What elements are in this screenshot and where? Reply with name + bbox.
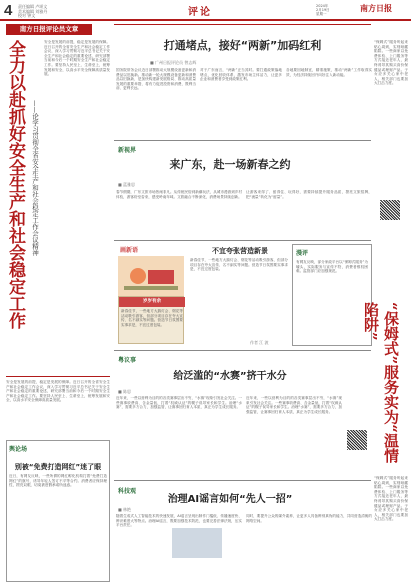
credit-line: 责任编辑 卢颂文: [18, 4, 48, 9]
issue-date: [316, 4, 356, 15]
cartoon-author: 作者 江 波: [250, 340, 269, 345]
cartoon-headline: 不宜夸张营造新景: [212, 247, 268, 255]
story3-byline: ■ 陈思: [118, 389, 132, 394]
editorial-tag: 南方日报评论员文章: [6, 24, 92, 35]
main-body-col2: 对于广东而言，“两新”正当其时。要打通政策落地堵点，优化回收体系，激发市场主体活力，让更多企业和消费者享受到政策红利。: [200, 68, 282, 82]
page-header: [0, 0, 411, 22]
story2-headline: 来广东，赴一场新春之约: [169, 158, 291, 171]
divider: [114, 140, 371, 141]
date-line: 2月19日: [316, 8, 330, 12]
credit-line: 校对 钟文: [18, 13, 36, 18]
lead-editorial-title: 全力以赴抓好安全生产和社会稳定工作: [5, 40, 25, 329]
commentary-box-label: 漫评: [296, 250, 309, 257]
newspaper-logo: 南方日报: [360, 4, 392, 13]
story3-body-col2: 近年来，一些以营利为目的的各类赛事层出不穷，“水赛”现象引发社会关注。一些赛事收费高、含金量低，打着“权威认证”的幌子误导家长和学生。治理“水赛”，需要多方合力，加强监管，让赛事回归育人本质，真正为学生成长服务。: [246, 396, 342, 414]
sidebar-box-label: 舆论场: [9, 446, 28, 453]
cartoon-commentary: 新春佳节，一些地方大搞灯会、烟花等活动吸引游客，但部分项目存在夸大宣传、名不副实等问题。营造节日氛围要实事求是，不宜过度包装。: [190, 258, 288, 272]
story4-image: [172, 528, 222, 558]
divider: [114, 24, 371, 25]
divider: [114, 240, 371, 241]
cartoon-body: 新春佳节，一些地方大搞灯会、烟花等活动吸引游客，但部分项目存在夸大宣传、名不副实等问题。营造节日氛围要实事求是，不宜过度包装。: [121, 309, 183, 327]
lead-editorial-body: 安全是发展的前提，稳定是发展的保障。近日召开的全省安全生产和社会稳定工作会议，深入学习贯彻习近平总书记关于安全生产和社会稳定的重要论述，研究部署当前和今后一个时期安全生产和社会稳定工作。要坚持人民至上、生命至上，统筹发展和安全，以高水平安全保障高质量发展。: [44, 40, 110, 77]
story4-label: 科技观: [118, 488, 137, 495]
divider: [114, 350, 371, 351]
page-number: 4: [4, 2, 13, 19]
cartoon-label: 画新语: [120, 247, 139, 254]
story3-body-col1: 近年来，一些以营利为目的的各类赛事层出不穷，“水赛”现象引发社会关注。一些赛事收费高、含金量低，打着“权威认证”的幌子误导家长和学生。治理“水赛”，需要多方合力，加强监管，让赛事回归育人本质，真正为学生成长服务。: [116, 396, 242, 410]
right-column-title: “保姆式”服务实为“温情陷阱”: [362, 302, 400, 463]
editor-credits: [18, 5, 64, 19]
cartoon-illustration: [118, 256, 184, 296]
story3-label: 粤议事: [118, 357, 137, 364]
lead-editorial-subtitle: ——论学习贯彻全省安全生产和社会稳定工作会议精神: [31, 100, 39, 256]
header-rule: [0, 19, 411, 21]
story2-body-col2: 让游客来得了、留得住、玩得好，需要持续提升服务品质，擦亮文旅招牌，把“流量”转化为“留量”。: [246, 190, 372, 199]
sidebar-box-headline: 别被“免费打造网红”迷了眼: [14, 463, 102, 471]
sidebar-box-body: 近日，有网友反映，一些所谓的网红孵化机构打着“免费打造网红”的旗号，诱导年轻人签订不平等合约。消费者应保持理性，擦亮双眼，切莫被虚假承诺所迷惑。: [9, 474, 107, 488]
divider: [6, 376, 110, 377]
main-headline: 打通堵点，接好“两新”加码红利: [163, 39, 322, 52]
lead-editorial-body-continued: 安全是发展的前提，稳定是发展的保障。近日召开的全省安全生产和社会稳定工作会议，深入学习贯彻习近平总书记关于安全生产和社会稳定的重要论述，研究部署当前和今后一个时期安全生产和社会稳定工作。要坚持人民至上、生命至上，统筹发展和安全，以高水平安全保障高质量发展。: [6, 380, 110, 403]
section-title: 评论: [188, 7, 212, 18]
story2-body-col1: 春节假期，广东文旅市场热闹非凡。从传统民俗到新潮玩法，从城市漫游到乡村体验，游客纷至沓来，感受岭南年味。文旅融合不断深化，消费场景持续创新。: [116, 190, 242, 199]
main-byline: ■ 广州日报评论员 曾志辉: [150, 60, 197, 65]
main-body-col3: 各地要因地制宜，精准施策，推动“两新”工作取得实效，为经济持续回升向好注入新动能。: [286, 68, 372, 77]
date-line: 2024年: [316, 4, 329, 8]
story2-label: 新视界: [118, 147, 137, 154]
commentary-box-body: 有网友反映，部分家政平台以“保姆式服务”为噱头，实际服务与宣传不符，消费者维权困难。监管部门应加强规范。: [296, 260, 368, 274]
right-column-body-bottom: “保姆式”服务听起来贴心周到，实则暗藏陷阱。一些商家以免费体验、上门服务等方式接近老年人，最终诱导其购买高价保健品或理财产品。子女应多关心家中老人，相关部门也要加大打击力度。: [374, 476, 408, 522]
story4-body-col2: 同时，要提升公众的媒介素养，让更多人具备辨别真伪的能力，共同营造清朗的网络空间。: [246, 514, 372, 523]
cartoon-caption: 岁岁有余: [119, 297, 185, 307]
story4-headline: 治理AI谣言如何“先人一招”: [167, 494, 293, 505]
date-line: 星期一: [316, 12, 327, 16]
story2-byline: ■ 蓝雅思: [118, 182, 136, 187]
main-body-col1: 国务院常务会议近日部署推动大规模设备更新和消费品以旧换新。推动新一轮大规模设备更新和消费品以旧换新，是加快构建新发展格局、推动高质量发展的重要举措，将有力促进投资和消费，既利当前、更利长远。: [116, 68, 196, 91]
right-column-body-top: “保姆式”服务听起来贴心周到，实则暗藏陷阱。一些商家以免费体验、上门服务等方式接近老年人，最终诱导其购买高价保健品或理财产品。子女应多关心家中老人，相关部门也要加大打击力度。: [374, 40, 408, 86]
credit-line: 美术编辑 刘雅丹: [18, 8, 48, 14]
qr-code[interactable]: [347, 430, 367, 450]
cartoon-image: [118, 256, 184, 296]
story3-headline: 给泛滥的“水赛”挤干水分: [173, 371, 287, 382]
story4-body-col1: 随着生成式人工智能技术的快速发展，AI谣言呈现出制作门槛低、传播速度快、辨识难度大等特点。治理AI谣言，既要加强技术防范，也要完善法律法规，压实平台责任。: [116, 514, 242, 528]
story4-byline: ■ 林艳: [118, 507, 132, 512]
qr-code[interactable]: [380, 200, 400, 220]
divider: [114, 480, 371, 481]
cartoon-caption-block: [118, 296, 184, 344]
